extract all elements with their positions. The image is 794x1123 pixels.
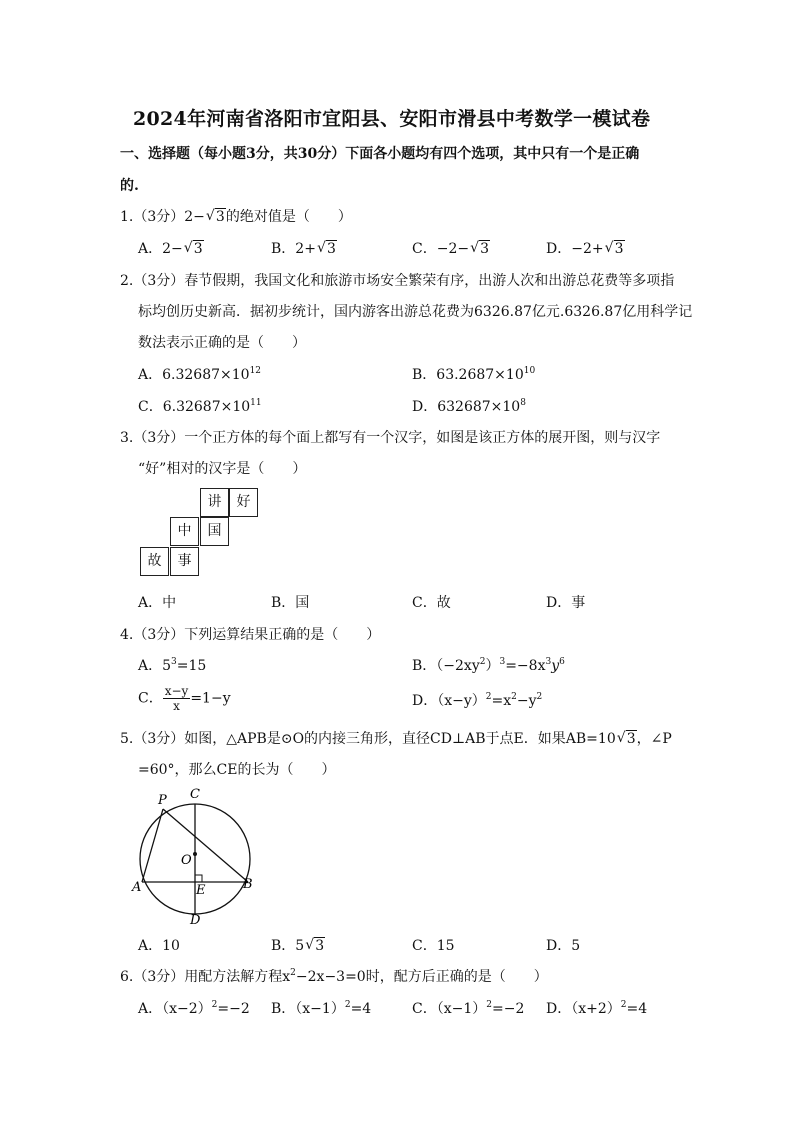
q4-option-c: C． $\frac{x-y}{x}$ =1−y <box>138 684 231 713</box>
net-cell-jiang: 讲 <box>200 488 229 517</box>
q6-option-a: A．$(x-2)^2=-2$ <box>138 1000 250 1017</box>
q2-option-a: A．$6.32687\times 10^{12}$ <box>138 366 262 383</box>
q1-option-a: A．2−√ 3 <box>138 238 204 258</box>
q3-option-a: A．中 <box>138 595 177 611</box>
question-5-line1: 5.（3分）如图，△APB是⊙O的内接三角形，直径CD⊥AB于点E．如果AB=10√ 3，∠P <box>120 728 672 748</box>
q3-option-d: D．事 <box>546 595 586 611</box>
q1-option-d: D．−2+√ 3 <box>546 238 625 258</box>
section-header-line1: 一、选择题（每小题3分，共30分）下面各小题均有四个选项，其中只有一个是正确 <box>120 146 640 162</box>
label-a: A <box>132 880 142 895</box>
q4-option-d: D．$(x-y)^2=x^2-y^2$ <box>412 692 543 709</box>
label-d: D <box>190 913 201 928</box>
question-2-line1: 2.（3分）春节假期，我国文化和旅游市场安全繁荣有序，出游人次和出游总花费等多项指 <box>120 273 675 289</box>
q4-option-b: B．$(-2xy^2)^3=-8x^3y^6$ <box>412 657 565 674</box>
page-title: 2024年河南省洛阳市宜阳县、安阳市滑县中考数学一模试卷 <box>133 108 651 130</box>
question-6: 6.（3分）用配方法解方程$x^2-2x-3=0$时，配方后正确的是（ ） <box>120 968 548 985</box>
net-cell-shi: 事 <box>170 547 199 576</box>
net-cell-gu: 故 <box>140 547 169 576</box>
question-3-line2: “好”相对的汉字是（ ） <box>138 461 307 477</box>
question-3-line1: 3.（3分）一个正方体的每个面上都写有一个汉字，如图是该正方体的展开图，则与汉字 <box>120 430 661 446</box>
q2-option-d: D．$632687\times 10^8$ <box>412 398 526 415</box>
net-cell-hao: 好 <box>229 488 258 517</box>
label-c: C <box>190 787 200 802</box>
q2-option-c: C．$6.32687\times 10^{11}$ <box>138 398 262 415</box>
center-point <box>193 852 197 856</box>
q5-option-c: C．15 <box>412 938 455 954</box>
right-angle-mark <box>195 875 202 882</box>
q3-option-c: C．故 <box>412 595 451 611</box>
q5-option-d: D．5 <box>546 938 581 954</box>
label-o: O <box>181 853 192 868</box>
net-cell-guo: 国 <box>200 517 229 546</box>
label-e: E <box>196 883 206 898</box>
question-1: 1.（3分）2−√ 3的绝对值是（ ） <box>120 206 352 226</box>
q1-option-c: C．−2−√ 3 <box>412 238 490 258</box>
question-2-line2: 标均创历史新高．据初步统计，国内游客出游总花费为6326.87亿元.6326.87亿用科学记 <box>138 304 693 320</box>
q6-option-c: C．$(x-1)^2=-2$ <box>412 1000 525 1017</box>
label-b: B <box>243 877 253 892</box>
circle-figure <box>130 784 260 930</box>
question-2-line3: 数法表示正确的是（ ） <box>138 335 306 351</box>
net-cell-zhong: 中 <box>170 517 199 546</box>
question-4: 4.（3分）下列运算结果正确的是（ ） <box>120 627 381 643</box>
q5-option-b: B．5√ 3 <box>271 935 325 955</box>
q4-option-a: A．$5^3=15$ <box>138 657 207 674</box>
question-5-line2: =60°，那么CE的长为（ ） <box>138 762 336 778</box>
q6-option-d: D．$(x+2)^2=4$ <box>546 1000 648 1017</box>
q6-option-b: B．$(x-1)^2=4$ <box>271 1000 372 1017</box>
section-header-line2: 的. <box>120 178 139 194</box>
q5-option-a: A．10 <box>138 938 180 954</box>
q1-option-b: B．2+√ 3 <box>271 238 337 258</box>
side-pb <box>163 809 248 882</box>
q2-option-b: B．$63.2687\times 10^{10}$ <box>412 366 536 383</box>
q3-option-b: B．国 <box>271 595 310 611</box>
side-ap <box>142 809 163 882</box>
label-p: P <box>158 793 167 808</box>
